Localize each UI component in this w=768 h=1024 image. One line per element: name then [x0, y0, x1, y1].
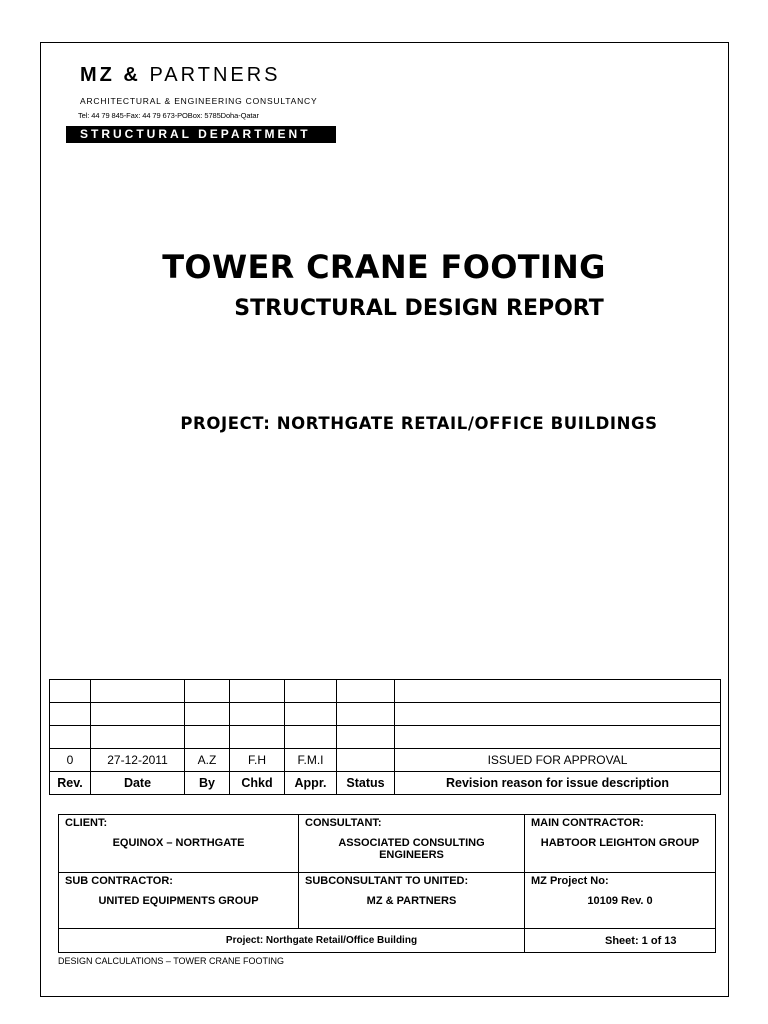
status-cell: [337, 726, 395, 749]
project-line: Project: Northgate Retail/Office Building: [59, 929, 525, 953]
client-cell: [59, 815, 299, 873]
by-cell: [185, 680, 230, 703]
consultant-label: CONSULTANT:: [305, 817, 382, 829]
rev-header: Rev.: [50, 772, 91, 795]
rev-cell: [50, 703, 91, 726]
client-value: EQUINOX – NORTHGATE: [112, 837, 245, 849]
appr-cell: F.M.I: [285, 749, 337, 772]
firm-name-bold: MZ &: [80, 64, 141, 86]
sheet-number: Sheet: 1 of 13: [525, 929, 716, 953]
consultant-value: ASSOCIATED CONSULTING ENGINEERS: [338, 837, 485, 861]
description-cell: [395, 703, 721, 726]
firm-name-rest: PARTNERS: [149, 64, 281, 86]
firm-subtitle: ARCHITECTURAL & ENGINEERING CONSULTANCY: [80, 96, 318, 106]
status-cell: [337, 703, 395, 726]
info-row: [59, 873, 716, 929]
revision-row: [50, 703, 721, 726]
department-banner: STRUCTURAL DEPARTMENT: [66, 126, 336, 143]
chkd-header: Chkd: [230, 772, 285, 795]
sub-contractor-cell: [59, 873, 299, 929]
date-cell: [91, 680, 185, 703]
info-row: [59, 815, 716, 873]
subconsultant-value: MZ & PARTNERS: [366, 895, 457, 907]
revision-table: [49, 679, 721, 795]
by-cell: A.Z: [185, 749, 230, 772]
date-cell: [91, 703, 185, 726]
chkd-cell: [230, 726, 285, 749]
firm-name: [80, 64, 281, 87]
date-header: Date: [91, 772, 185, 795]
mz-project-cell: [525, 873, 716, 929]
mz-project-value: 10109 Rev. 0: [587, 895, 653, 907]
subconsultant-label: SUBCONSULTANT TO UNITED:: [305, 875, 469, 887]
firm-contact: Tel: 44 79 845-Fax: 44 79 673-POBox: 5785Doha-Qatar: [78, 111, 259, 120]
appr-header: Appr.: [285, 772, 337, 795]
sub-contractor-value: UNITED EQUIPMENTS GROUP: [98, 895, 259, 907]
description-header: Revision reason for issue description: [395, 772, 721, 795]
status-header: Status: [337, 772, 395, 795]
sub-contractor-label: SUB CONTRACTOR:: [65, 875, 173, 887]
main-contractor-value: HABTOOR LEIGHTON GROUP: [540, 837, 700, 849]
appr-cell: [285, 680, 337, 703]
chkd-cell: F.H: [230, 749, 285, 772]
revision-row: [50, 680, 721, 703]
rev-cell: 0: [50, 749, 91, 772]
report-title: TOWER CRANE FOOTING: [162, 248, 606, 286]
by-cell: [185, 703, 230, 726]
date-cell: 27-12-2011: [91, 749, 185, 772]
revision-row: [50, 749, 721, 772]
by-cell: [185, 726, 230, 749]
description-cell: [395, 726, 721, 749]
mz-project-label: MZ Project No:: [531, 875, 609, 887]
revision-header-row: [50, 772, 721, 795]
main-contractor-cell: [525, 815, 716, 873]
subconsultant-cell: [299, 873, 525, 929]
appr-cell: [285, 726, 337, 749]
info-footer-row: [59, 929, 716, 953]
rev-cell: [50, 726, 91, 749]
status-cell: [337, 680, 395, 703]
revision-row: [50, 726, 721, 749]
appr-cell: [285, 703, 337, 726]
chkd-cell: [230, 680, 285, 703]
chkd-cell: [230, 703, 285, 726]
status-cell: [337, 749, 395, 772]
main-contractor-label: MAIN CONTRACTOR:: [531, 817, 644, 829]
consultant-cell: [299, 815, 525, 873]
by-header: By: [185, 772, 230, 795]
project-info-table: [58, 814, 716, 953]
description-cell: [395, 680, 721, 703]
footer-text: DESIGN CALCULATIONS – TOWER CRANE FOOTING: [58, 956, 285, 966]
rev-cell: [50, 680, 91, 703]
project-title: PROJECT: NORTHGATE RETAIL/OFFICE BUILDINGS: [180, 414, 658, 433]
description-cell: ISSUED FOR APPROVAL: [395, 749, 721, 772]
report-subtitle: STRUCTURAL DESIGN REPORT: [234, 296, 604, 321]
client-label: CLIENT:: [65, 817, 108, 829]
date-cell: [91, 726, 185, 749]
